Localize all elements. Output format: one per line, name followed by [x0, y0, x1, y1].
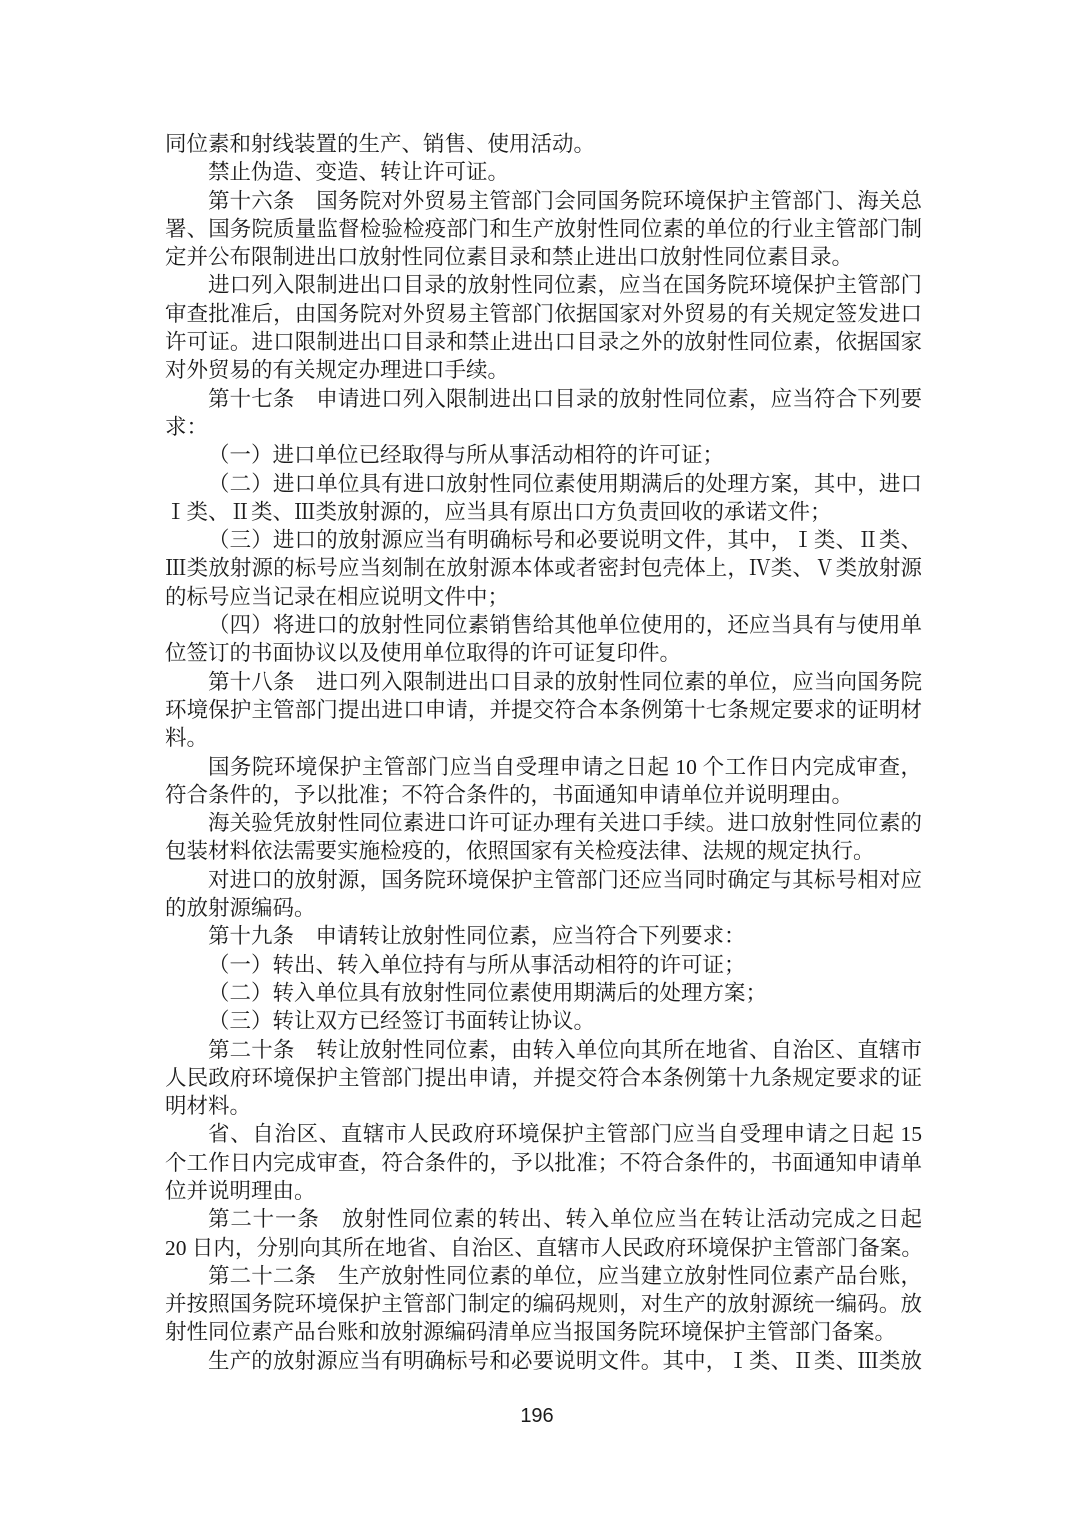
text-line: 明材料。: [165, 1094, 252, 1119]
text-line: 符合条件的，予以批准；不符合条件的，书面通知申请单位并说明理由。: [165, 782, 854, 807]
text-line: （二）进口单位具有进口放射性同位素使用期满后的处理方案，其中，进口: [208, 471, 922, 496]
text-line: （一）进口单位已经取得与所从事活动相符的许可证；: [208, 443, 725, 468]
text-line: 并按照国务院环境保护主管部门制定的编码规则，对生产的放射源统一编码。放: [165, 1292, 922, 1317]
text-line: （三）进口的放射源应当有明确标号和必要说明文件，其中，Ⅰ类、Ⅱ类、: [208, 528, 922, 553]
text-line: 料。: [165, 726, 209, 751]
text-line: 省、自治区、直辖市人民政府环境保护主管部门应当自受理申请之日起 15: [208, 1122, 922, 1147]
text-line: 同位素和射线装置的生产、销售、使用活动。: [165, 132, 596, 156]
text-line: 定并公布限制进出口放射性同位素目录和禁止进出口放射性同位素目录。: [165, 245, 854, 270]
text-line: （三）转让双方已经签订书面转让协议。: [208, 1009, 596, 1034]
text-line: 位签订的书面协议以及使用单位取得的许可证复印件。: [165, 641, 682, 666]
text-line: 海关验凭放射性同位素进口许可证办理有关进口手续。进口放射性同位素的: [208, 811, 922, 836]
text-line: （二）转入单位具有放射性同位素使用期满后的处理方案；: [208, 980, 768, 1005]
text-line: （一）转出、转入单位持有与所从事活动相符的许可证；: [208, 952, 746, 977]
text-line: 许可证。进口限制进出口目录和禁止进出口目录之外的放射性同位素，依据国家: [165, 330, 922, 355]
text-line: 人民政府环境保护主管部门提出申请，并提交符合本条例第十九条规定要求的证: [165, 1065, 922, 1090]
text-line: 署、国务院质量监督检验检疫部门和生产放射性同位素的单位的行业主管部门制: [165, 216, 922, 241]
text-line: 包装材料依法需要实施检疫的，依照国家有关检疫法律、法规的规定执行。: [165, 839, 875, 864]
text-line: 环境保护主管部门提出进口申请，并提交符合本条例第十七条规定要求的证明材: [165, 697, 922, 722]
text-line: 位并说明理由。: [165, 1178, 316, 1203]
text-line: 第二十一条 放射性同位素的转出、转入单位应当在转让活动完成之日起: [208, 1207, 922, 1232]
body-text: [165, 130, 922, 1375]
text-line: 射性同位素产品台账和放射源编码清单应当报国务院环境保护主管部门备案。: [165, 1320, 897, 1345]
text-line: 国务院环境保护主管部门应当自受理申请之日起 10 个工作日内完成审查，: [208, 754, 922, 779]
text-line: （四）将进口的放射性同位素销售给其他单位使用的，还应当具有与使用单: [208, 613, 922, 638]
page-number: 196: [520, 1405, 554, 1427]
text-line: 个工作日内完成审查，符合条件的，予以批准；不符合条件的，书面通知申请单: [165, 1150, 922, 1175]
text-line: 生产的放射源应当有明确标号和必要说明文件。其中，Ⅰ类、Ⅱ类、Ⅲ类放: [208, 1348, 922, 1373]
text-line: 第十七条 申请进口列入限制进出口目录的放射性同位素，应当符合下列要: [208, 386, 922, 411]
text-line: 的标号应当记录在相应说明文件中；: [165, 584, 510, 609]
text-line: 禁止伪造、变造、转让许可证。: [208, 160, 510, 185]
text-line: 进口列入限制进出口目录的放射性同位素，应当在国务院环境保护主管部门: [208, 273, 922, 298]
text-line: 的放射源编码。: [165, 896, 316, 921]
text-line: 第十六条 国务院对外贸易主管部门会同国务院环境保护主管部门、海关总: [208, 188, 922, 213]
text-line: Ⅲ类放射源的标号应当刻制在放射源本体或者密封包壳体上，Ⅳ类、Ⅴ类放射源: [165, 556, 922, 581]
text-line: 第十八条 进口列入限制进出口目录的放射性同位素的单位，应当向国务院: [208, 669, 922, 694]
text-line: Ⅰ类、Ⅱ类、Ⅲ类放射源的，应当具有原出口方负责回收的承诺文件；: [165, 499, 832, 524]
text-line: 对外贸易的有关规定办理进口手续。: [165, 358, 510, 383]
text-line: 第二十二条 生产放射性同位素的单位，应当建立放射性同位素产品台账，: [208, 1263, 922, 1288]
text-line: 第十九条 申请转让放射性同位素，应当符合下列要求：: [208, 924, 746, 949]
text-line: 第二十条 转让放射性同位素，由转入单位向其所在地省、自治区、直辖市: [208, 1037, 922, 1062]
text-line: 对进口的放射源，国务院环境保护主管部门还应当同时确定与其标号相对应: [208, 867, 922, 892]
text-line: 求：: [165, 414, 209, 439]
text-line: 20 日内，分别向其所在地省、自治区、直辖市人民政府环境保护主管部门备案。: [165, 1235, 923, 1260]
text-line: 审查批准后，由国务院对外贸易主管部门依据国家对外贸易的有关规定签发进口: [165, 301, 922, 326]
